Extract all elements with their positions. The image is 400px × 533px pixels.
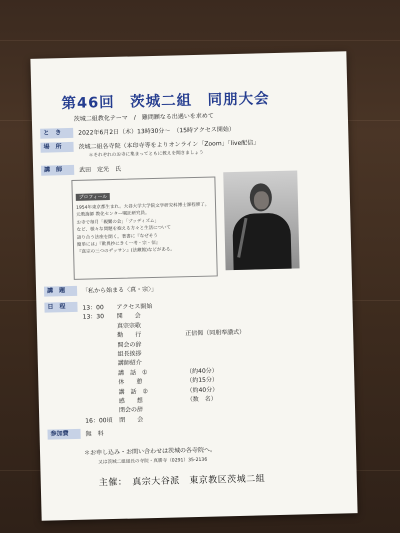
profile-heading: プロフィール <box>76 193 110 201</box>
flyer <box>30 51 357 521</box>
schedule-note: （約15分） <box>186 376 219 385</box>
lecturer-label: 講 師 <box>41 165 74 176</box>
schedule-label: 日 程 <box>44 302 77 313</box>
organizer: 主催： 真宗大谷派 東京教区茨城二組 <box>98 474 266 489</box>
schedule-time: 13：00 <box>82 304 104 312</box>
schedule-item: 真宗宗歌 <box>116 322 142 330</box>
schedule-item: 休 憩 <box>118 378 143 387</box>
schedule-note: （数 名） <box>186 395 217 404</box>
schedule-time: 13：30 <box>82 313 105 322</box>
venue-note: ＊それぞれのお寺に集まってともに教えを聞きましょう <box>88 150 204 159</box>
photo-face <box>254 191 269 209</box>
schedule-item: 感 想 <box>118 397 143 405</box>
schedule-item: 講師紹介 <box>117 359 142 368</box>
schedule-note: （約40分） <box>186 367 218 376</box>
fee-label: 参加費 <box>47 429 80 440</box>
fee-value: 無 料 <box>85 430 104 438</box>
schedule-item: 閉 会 <box>119 416 144 424</box>
schedule-item: 講 話 ② <box>118 387 149 396</box>
schedule-item: 勤 行 <box>117 331 142 340</box>
schedule-item: 開会の辞 <box>117 340 142 349</box>
lecturer-photo <box>223 170 299 270</box>
contact-line2: 又は茨城二組組長の寺院・真勝寺（0291）35-2136 <box>98 457 208 466</box>
date-value: 2022年6月2日（木）13時30分～ （15時アクセス開始） <box>78 125 235 137</box>
venue-label: 場 所 <box>40 142 73 153</box>
schedule-item: アクセス開始 <box>116 303 153 311</box>
schedule-item: 組長挨拶 <box>117 350 142 358</box>
lecture-label: 講 題 <box>44 286 77 297</box>
wood-grain <box>0 40 400 41</box>
lecture-title: 「私から始まる〈真・宗〉」 <box>82 285 158 295</box>
schedule-time: 16：00頃 <box>85 416 113 425</box>
schedule-note: （約40分） <box>186 386 219 394</box>
profile-box <box>71 176 217 279</box>
flyer-title: 第46回 茨城二組 同朋大会 <box>61 91 270 113</box>
schedule-item: 閉会の辞 <box>118 406 144 415</box>
profile-text: 1954年東京都生まれ。大谷大学大学院文学研究科博士課程修了。 元教誨師 教化センター嘱託研究員。 お寺で毎月「親鸞の会」「ブッディズム」 など、様々な問題を抱える方々と生活について 語り合う法座を開く。著書に『なぜそう 簡単には』『歎異抄にきく一考・宗・信』 『真宗の三つのデッサン』(法藏館)などがある。 <box>76 202 210 256</box>
schedule-note: 正信偈（同朋奉讃式） <box>185 328 246 338</box>
schedule-item: 講 話 ① <box>118 368 148 377</box>
contact-line1: ＊お申し込み・お問い合わせは茨城の各寺院へ。 <box>83 446 217 457</box>
schedule-item: 開 会 <box>116 312 141 321</box>
date-label: と き <box>40 128 73 139</box>
lecturer-name: 武田 定光 氏 <box>79 165 122 174</box>
venue-value: 茨城二組各寺院（本印寺等をよりオンライン「Zoom」「live配信」 <box>78 139 260 151</box>
flyer-subtitle: 茨城二組教化テーマ / 難問願なる出遇いを求めて <box>73 112 214 123</box>
